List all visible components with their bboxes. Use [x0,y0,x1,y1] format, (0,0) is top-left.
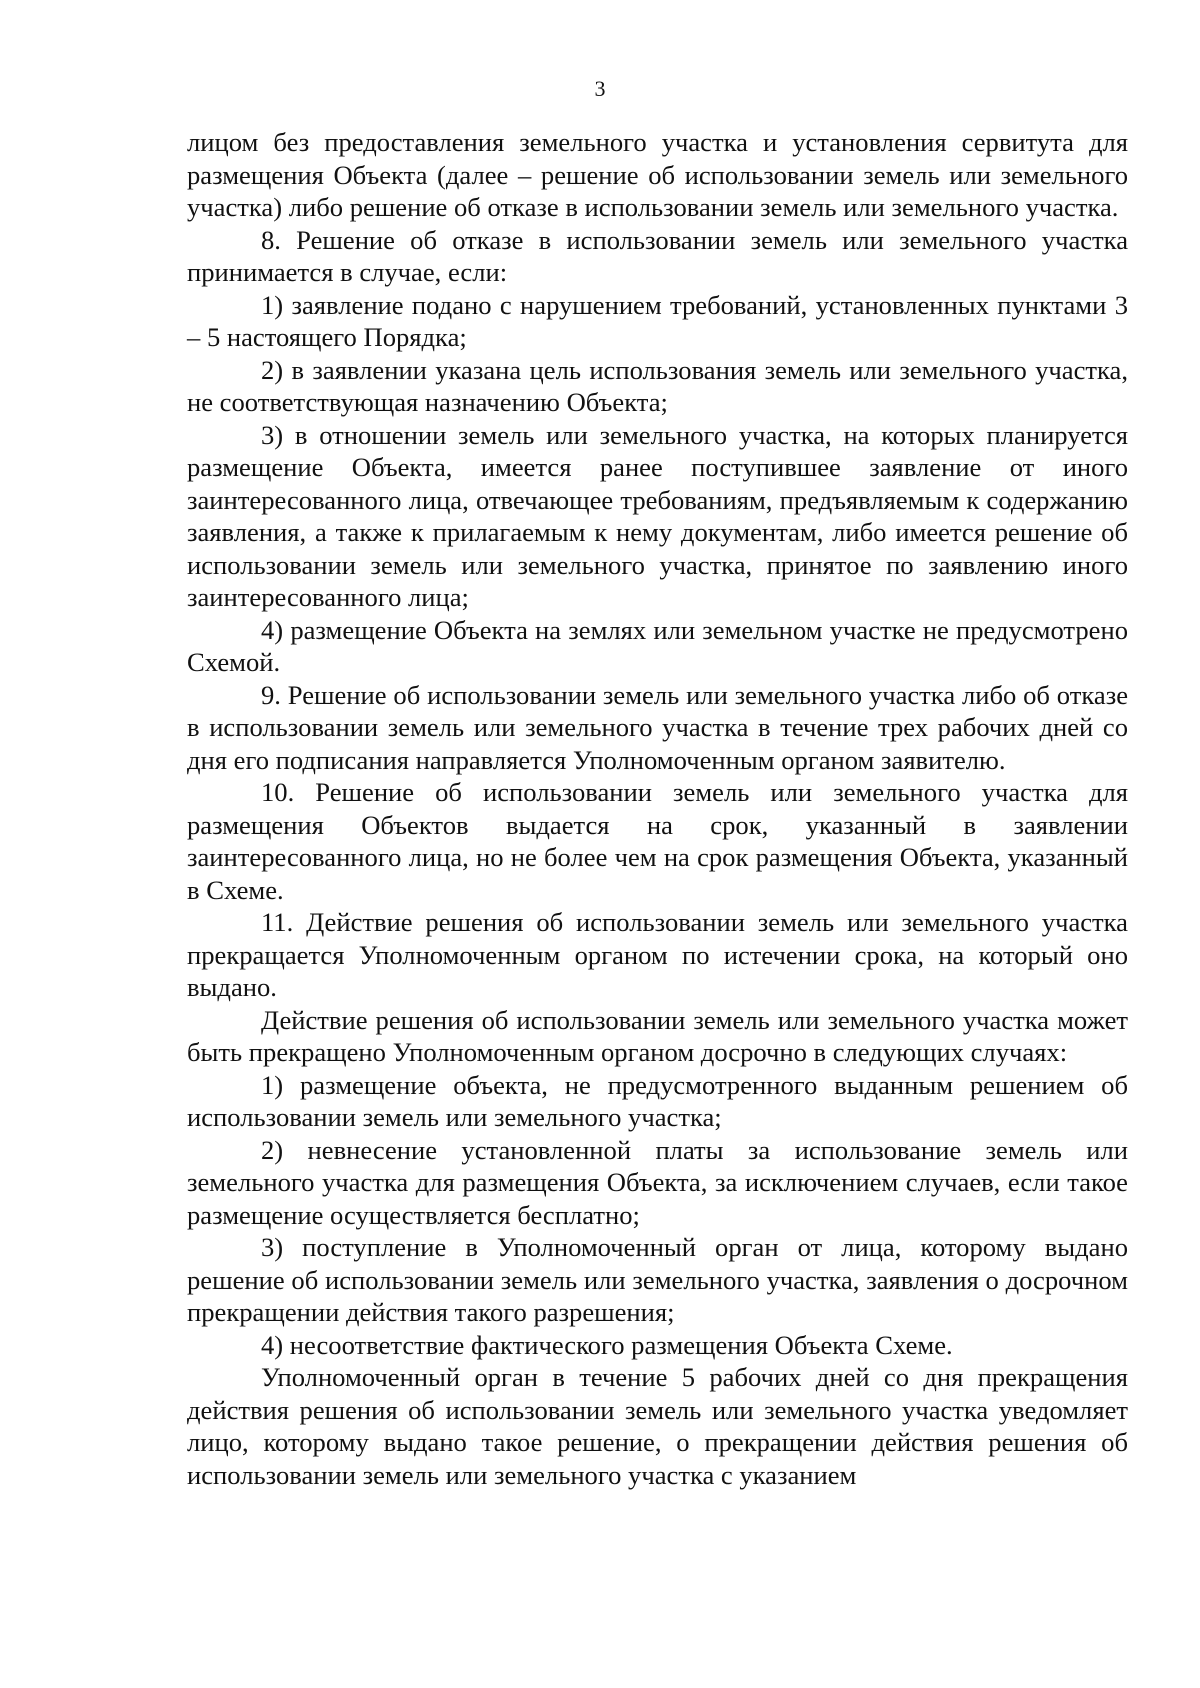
paragraph-termination-case-2: 2) невнесение установленной платы за использование земель или земельного участка для размещения Объекта, за исключением случаев, если такое размещение осуществляется бесплатно; [187,1134,1128,1230]
paragraph-item-9: 9. Решение об использовании земель или земельного участка либо об отказе в использовании земель или земельного участка в течение трех рабочих дней со дня его подписания направляется Уполномоченным органом заявителю. [187,679,1128,775]
paragraph-item-8: 8. Решение об отказе в использовании земель или земельного участка принимается в случае, если: [187,224,1128,287]
paragraph-termination-case-4: 4) несоответствие фактического размещения Объекта Схеме. [261,1329,953,1360]
paragraph-termination-case-3: 3) поступление в Уполномоченный орган от лица, которому выдано решение об использовании земель или земельного участка, заявления о досрочном прекращении действия такого разрешения; [187,1232,1128,1327]
paragraph-item-11: 11. Действие решения об использовании земель или земельного участка прекращается Уполномоченным органом по истечении срока, на который оно выдано. [187,907,1128,1002]
paragraph-8-subitem-4: 4) размещение Объекта на землях или земельном участке не предусмотрено Схемой. [187,614,1128,677]
paragraph-continuation: лицом без предоставления земельного участка и установления сервитута для размещения Объекта (далее – решение об использовании земель или земельного участка) либо решение об отказе в использовании земель или земельного участка. [187,127,1128,222]
paragraph-8-subitem-1: 1) заявление подано с нарушением требований, установленных пунктами 3 – 5 настоящего Порядка; [187,289,1128,352]
page-number: 3 [594,76,606,101]
paragraph-notification: Уполномоченный орган в течение 5 рабочих дней со дня прекращения действия решения об использовании земель или земельного участка уведомляет лицо, которому выдано такое решение, о прекращении действия решения об использовании земель или земельного участка с указанием [187,1362,1128,1490]
paragraph-item-10: 10. Решение об использовании земель или земельного участка для размещения Объектов выдается на срок, указанный в заявлении заинтересованного лица, но не более чем на срок размещения Объекта, указанный в Схеме. [187,777,1128,905]
paragraph-8-subitem-2: 2) в заявлении указана цель использования земель или земельного участка, не соответствующая назначению Объекта; [187,354,1128,417]
paragraph-early-termination: Действие решения об использовании земель или земельного участка может быть прекращено Уполномоченным органом досрочно в следующих случаях: [187,1004,1128,1067]
paragraph-termination-case-1: 1) размещение объекта, не предусмотренного выданным решением об использовании земель или земельного участка; [187,1069,1128,1132]
paragraph-8-subitem-3: 3) в отношении земель или земельного участка, на которых планируется размещение Объекта, имеется ранее поступившее заявление от иного заинтересованного лица, отвечающее требованиям, предъявляемым к содержанию заявления, а также к прилагаемым к нему документам, либо имеется решение об использовании земель или земельного участка, принятое по заявлению иного заинтересованного лица; [187,419,1128,612]
document-body [187,126,1128,1491]
